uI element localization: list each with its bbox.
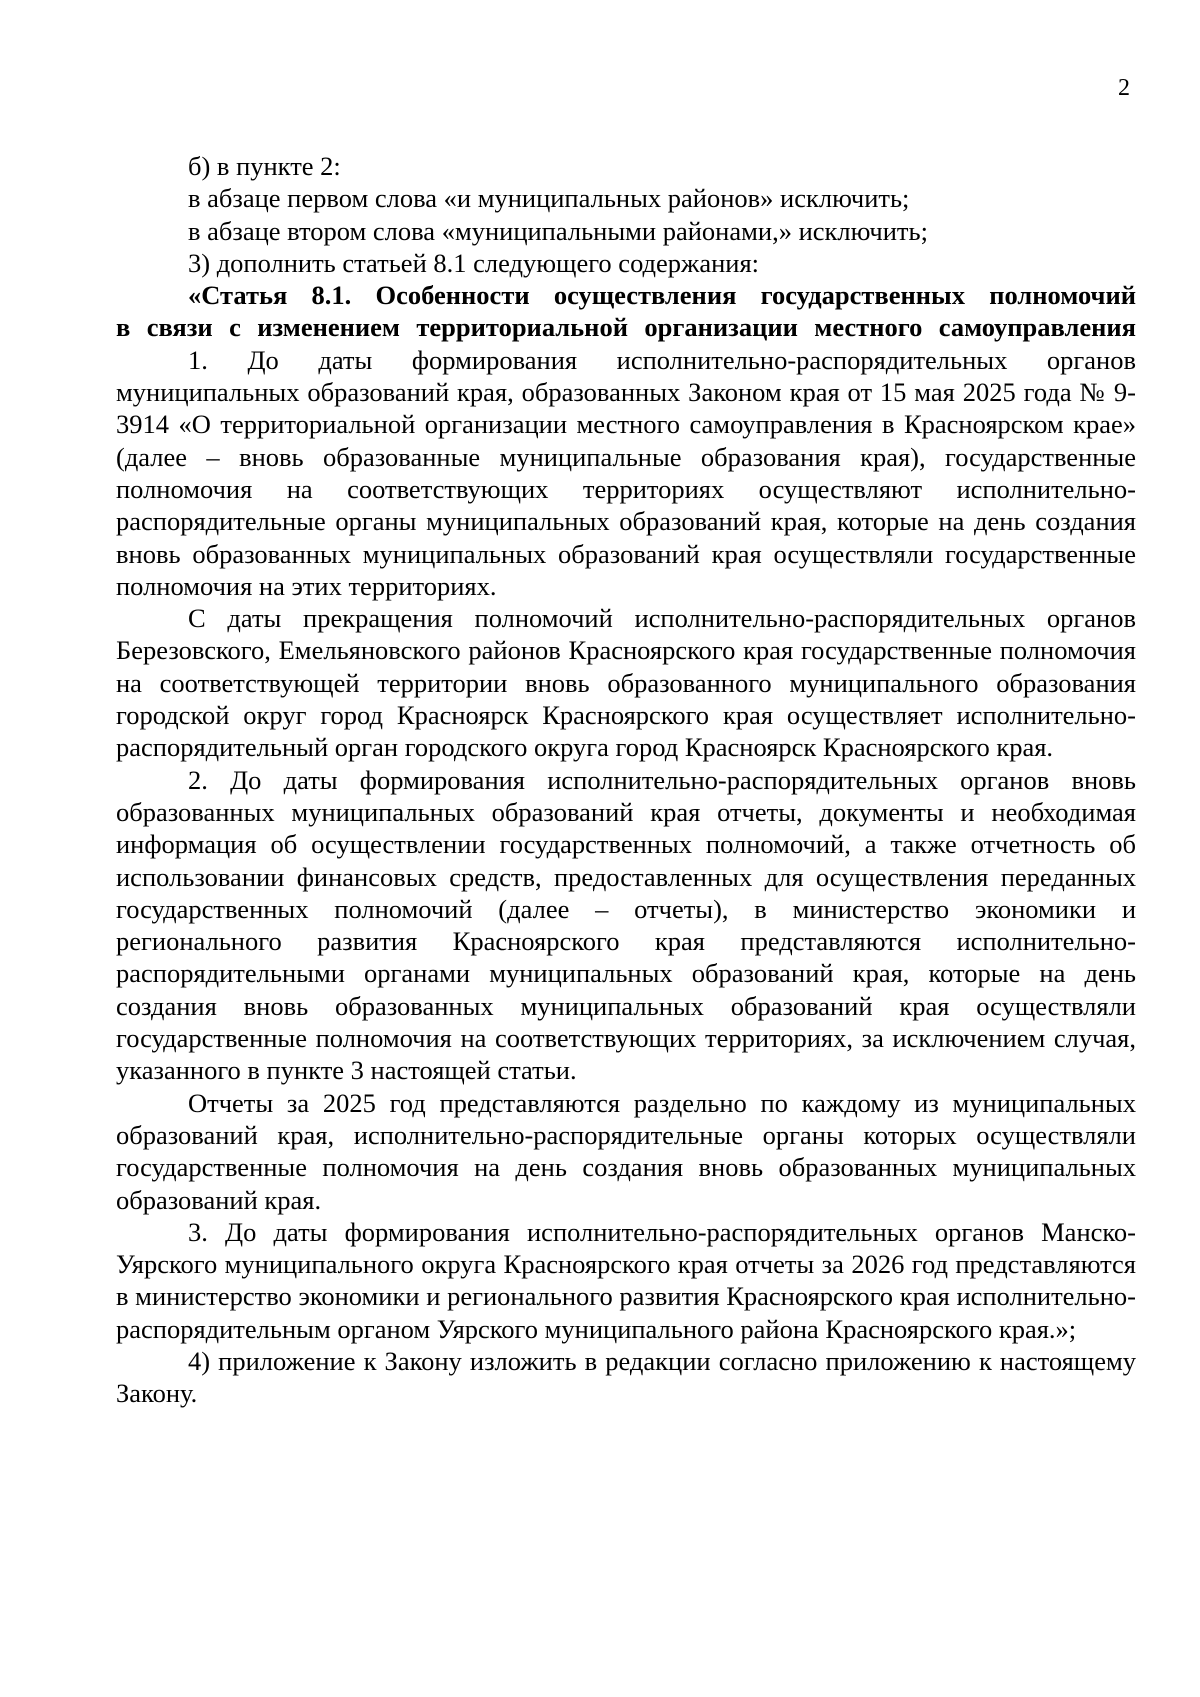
item-b-first-paragraph: в абзаце первом слова «и муниципальных районов» исключить; — [188, 183, 910, 214]
article-heading-line-1: «Статья 8.1. Особенности осуществления государственных полномочий — [188, 280, 1136, 311]
article-paragraph-2-continued: Отчеты за 2025 год представляются раздельно по каждому из муниципальных образований края, исполнительно-распорядительные органы которых осуществляли государственные полномочия на день создания вновь образованных муниципальных образований края. — [116, 1087, 1136, 1215]
article-paragraph-3: 3. До даты формирования исполнительно-распорядительных органов Манско-Уярского муниципального округа Красноярского края отчеты за 2026 год представляются в министерство экономики и регионального развития Красноярского края исполнительно-распорядительным органом Уярского муниципального района Красноярского края.»; — [116, 1216, 1136, 1344]
article-heading-line-2: в связи с изменением территориальной организации местного самоуправления — [116, 312, 1136, 343]
article-paragraph-1-continued: С даты прекращения полномочий исполнительно-распорядительных органов Березовского, Емельяновского районов Красноярского края государственные полномочия на соответствующей территории вновь образованного муниципального образования городской округ город Красноярск Красноярского края осуществляет исполнительно-распорядительный орган городского округа город Красноярск Красноярского края. — [116, 603, 1136, 763]
item-4: 4) приложение к Закону изложить в редакции согласно приложению к настоящему Закону. — [116, 1345, 1136, 1409]
article-paragraph-1: 1. До даты формирования исполнительно-распорядительных органов муниципальных образований края, образованных Законом края от 15 мая 2025 года № 9-3914 «О территориальной организации местного самоуправления в Красноярском крае» (далее – вновь образованные муниципальные образования края), государственные полномочия на соответствующих территориях осуществляют исполнительно-распорядительные органы муниципальных образований края, которые на день создания вновь образованных муниципальных образований края осуществляли государственные полномочия на этих территориях. — [116, 344, 1136, 601]
item-b-intro: б) в пункте 2: — [188, 151, 341, 181]
item-3-intro: 3) дополнить статьей 8.1 следующего содержания: — [188, 247, 760, 278]
page-number: 2 — [1118, 75, 1130, 101]
article-heading — [116, 279, 1136, 344]
document-body — [116, 150, 1136, 1410]
article-paragraph-2: 2. До даты формирования исполнительно-распорядительных органов вновь образованных муниципальных образований края отчеты, документы и необходимая информация об осуществлении государственных полномочий, а также отчетность об использовании финансовых средств, предоставленных для осуществления переданных государственных полномочий (далее – отчеты), в министерство экономики и регионального развития Красноярского края представляются исполнительно-распорядительными органами муниципальных образований края, которые на день создания вновь образованных муниципальных образований края осуществляли государственные полномочия на соответствующих территориях, за исключением случая, указанного в пункте 3 настоящей статьи. — [116, 764, 1136, 1086]
item-b-second-paragraph: в абзаце втором слова «муниципальными районами,» исключить; — [188, 215, 928, 246]
